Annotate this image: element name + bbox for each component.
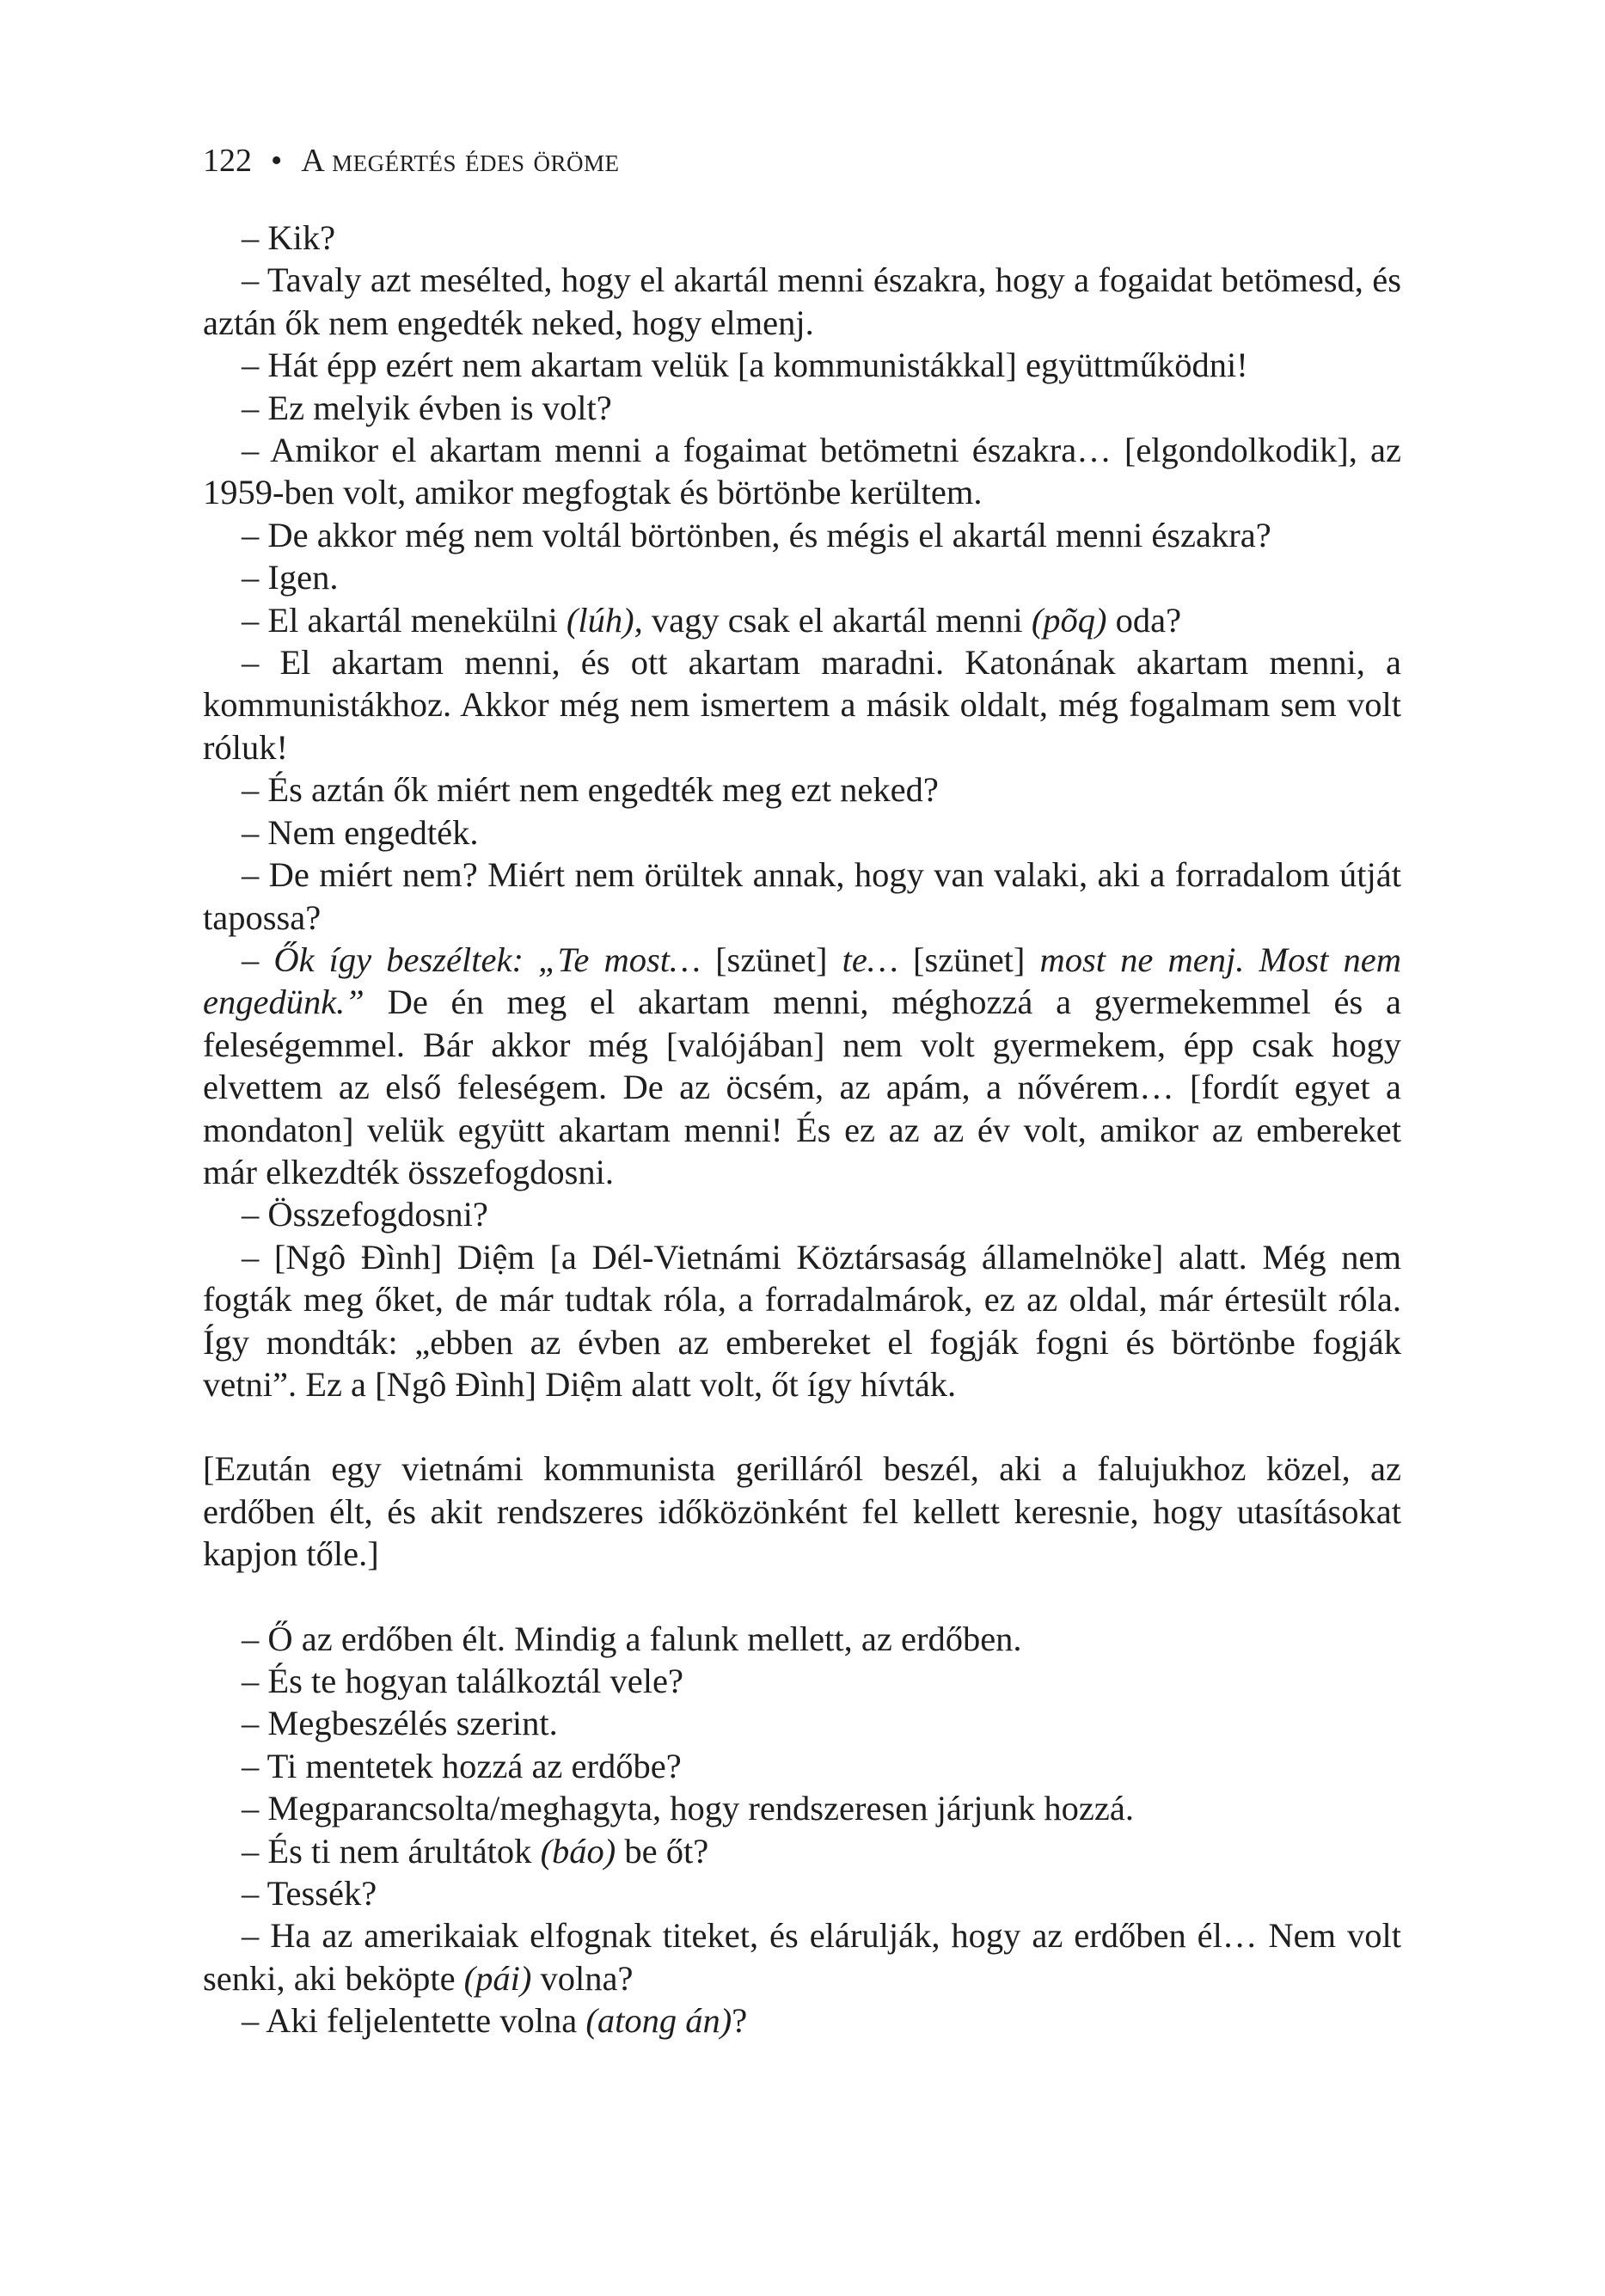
paragraph: – Ők így beszéltek: „Te most… [szünet] te… [szünet] most ne menj. Most nem engedünk.” De én meg el akartam menni, méghozzá a gyermekemmel és a feleségemmel. Bár akkor még [valójában] nem volt gyermekem, épp csak hogy elvettem az első feleségem. De az öcsém, az apám, a nővérem… [fordít egyet a mondaton] velük együtt akartam menni! És ez az az év volt, amikor az embereket már elkezdték összefogdosni. (203, 940, 1402, 1191)
paragraph: – El akartam menni, és ott akartam maradni. Katonának akartam menni, a kommunistákhoz. Akkor még nem ismertem a másik oldalt, még fogalmam sem volt róluk! (203, 643, 1401, 767)
paragraph: – Összefogdosni? (242, 1195, 488, 1234)
page-number: 122 (203, 143, 252, 179)
paragraph: – Ha az amerikaiak elfognak titeket, és elárulják, hogy az erdőben él… Nem volt senki, aki beköpte (pái) volna? (203, 1916, 1401, 1998)
vietnamese-term: (pái) (463, 1958, 532, 1998)
paragraph: – Amikor el akartam menni a fogaimat betömetni északra… [elgondolkodik], az 1959-ben volt, amikor megfogtak és börtönbe kerültem. (203, 431, 1401, 512)
vietnamese-term: (atong án) (585, 2001, 732, 2041)
paragraph: – És ti nem árultátok (báo) be őt? (242, 1831, 709, 1870)
paragraph: – Igen. (242, 558, 339, 597)
body-text (203, 217, 1401, 2042)
quoted-speech: te… (842, 940, 898, 979)
paragraph: – És aztán ők miért nem engedték meg ezt neked? (242, 770, 939, 810)
running-title: A megértés édes öröme (301, 143, 620, 179)
paragraph: – Tavaly azt mesélted, hogy el akartál menni északra, hogy a fogaidat betömesd, és aztán ők nem engedték neked, hogy elmenj. (203, 260, 1401, 342)
paragraph: – Megbeszélés szerint. (242, 1704, 558, 1743)
running-head (203, 139, 620, 182)
header-bullet: • (271, 143, 283, 179)
paragraph: – És te hogyan találkoztál vele? (242, 1662, 683, 1700)
paragraph: – Kik? (242, 218, 336, 257)
vietnamese-term: (lúh), (566, 600, 643, 640)
paragraph: – Megparancsolta/meghagyta, hogy rendszeresen járjunk hozzá. (242, 1789, 1134, 1828)
paragraph: – Hát épp ezért nem akartam velük [a kommunistákkal] együttműködni! (242, 346, 1248, 385)
paragraph: – De miért nem? Miért nem örültek annak, hogy van valaki, aki a forradalom útját tapossa? (203, 855, 1401, 937)
paragraph: – Ti mentetek hozzá az erdőbe? (242, 1746, 682, 1785)
paragraph: – Nem engedték. (242, 812, 479, 852)
paragraph: – El akartál menekülni (lúh), vagy csak el akartál menni (põq) oda? (242, 600, 1182, 640)
paragraph: – [Ngô Đình] Diệm [a Dél-Vietnámi Köztársaság államelnöke] alatt. Még nem fogták meg őket, de már tudtak róla, a forradalmárok, ez az oldal, már értesült róla. Így mondták: „ebben az évben az embereket el fogják fogni és börtönbe fogják vetni”. Ez a [Ngô Đình] Diệm alatt volt, őt így hívták. (203, 1237, 1401, 1404)
paragraph: – Tessék? (242, 1874, 377, 1913)
paragraph: – Aki feljelentette volna (atong án)? (242, 2001, 748, 2041)
blank-line (203, 1405, 1401, 1448)
vietnamese-term: (põq) (1031, 600, 1107, 640)
paragraph: – De akkor még nem voltál börtönben, és mégis el akartál menni északra? (242, 515, 1271, 554)
blank-line (203, 1576, 1401, 1618)
paragraph: – Ő az erdőben élt. Mindig a falunk mellett, az erdőben. (242, 1619, 1022, 1658)
quoted-speech: most ne menj. Most nem engedünk.” (203, 940, 1402, 1022)
vietnamese-term: (báo) (540, 1831, 616, 1870)
quoted-speech: Ők így beszéltek: „Te most… (273, 940, 701, 979)
editorial-note: [Ezután egy vietnámi kommunista gerilláról beszél, aki a falujukhoz közel, az erdőben élt, és akit rendszeres időközönként fel kellett keresnie, hogy utasításokat kapjon tőle.] (203, 1449, 1401, 1574)
paragraph: – Ez melyik évben is volt? (242, 388, 612, 427)
